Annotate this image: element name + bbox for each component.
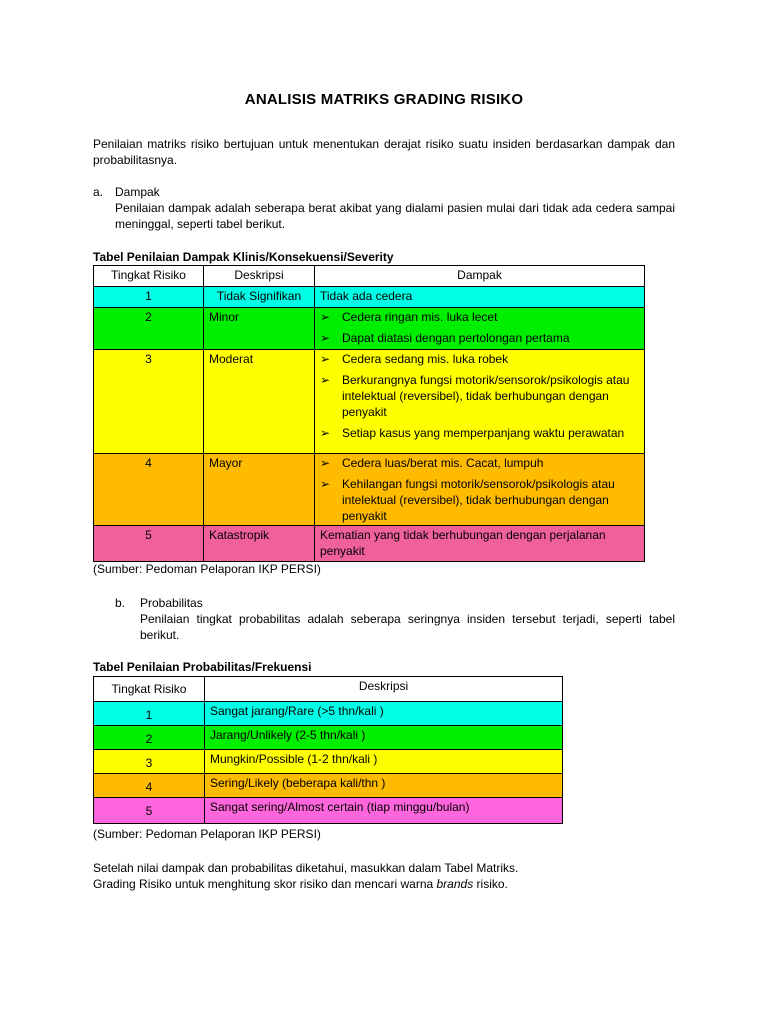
level-cell: 5 (94, 798, 205, 824)
impact-cell (315, 308, 645, 350)
list-item: ➢ Cedera ringan mis. luka lecet (320, 310, 498, 324)
description-cell: Tidak Signifikan (204, 287, 315, 308)
impact-cell: Tidak ada cedera (315, 287, 645, 308)
header-level: Tingkat Risiko (94, 266, 204, 287)
table-row (94, 798, 563, 824)
level-cell: 2 (94, 726, 205, 750)
description-cell: Katastropik (204, 526, 315, 562)
level-cell: 2 (94, 308, 204, 350)
arrow-bullet-icon: ➢ (320, 352, 331, 366)
header-description: Deskripsi (204, 266, 315, 287)
table-row (94, 702, 563, 726)
description-cell: Moderat (204, 350, 315, 454)
probability-table (93, 676, 563, 824)
closing-line-2: Grading Risiko untuk menghitung skor risiko dan mencari warna brands risiko. (93, 877, 508, 891)
table-row (94, 750, 563, 774)
impact-table (93, 265, 645, 562)
section-b-heading: Probabilitas (140, 596, 203, 610)
list-item: ➢ Cedera luas/berat mis. Cacat, lumpuh (320, 456, 544, 470)
list-item: ➢ Dapat diatasi dengan pertolongan pertama (320, 331, 570, 345)
list-item: ➢ Cedera sedang mis. luka robek (320, 352, 509, 366)
section-a-heading: Dampak (115, 185, 160, 199)
table1-source: (Sumber: Pedoman Pelaporan IKP PERSI) (93, 562, 321, 576)
table2-source: (Sumber: Pedoman Pelaporan IKP PERSI) (93, 827, 321, 841)
arrow-bullet-icon: ➢ (320, 331, 331, 345)
description-cell: Sangat sering/Almost certain (tiap minggu/bulan) (205, 798, 563, 824)
page-title: ANALISIS MATRIKS GRADING RISIKO (244, 91, 524, 108)
list-item: ➢ Kehilangan fungsi motorik/sensorok/psikologis atau intelektual (reversibel), tidak berhubungan dengan penyakit (320, 477, 615, 523)
section-a-label: a. (93, 185, 104, 199)
table-row (94, 726, 563, 750)
arrow-bullet-icon: ➢ (320, 456, 331, 470)
description-cell: Sering/Likely (beberapa kali/thn ) (205, 774, 563, 798)
description-cell: Sangat jarang/Rare (>5 thn/kali ) (205, 702, 563, 726)
table-row (94, 308, 645, 350)
section-a-text: Penilaian dampak adalah seberapa berat akibat yang dialami pasien mulai dari tidak ada cedera sampai meninggal, seperti tabel berikut. (115, 201, 675, 231)
level-cell: 1 (94, 287, 204, 308)
level-cell: 1 (94, 702, 205, 726)
table-row (94, 287, 645, 308)
impact-cell: Kematian yang tidak berhubungan dengan perjalanan penyakit (315, 526, 645, 562)
description-cell: Mayor (204, 454, 315, 526)
header-description: Deskripsi (205, 677, 563, 702)
level-cell: 3 (94, 350, 204, 454)
arrow-bullet-icon: ➢ (320, 373, 331, 387)
arrow-bullet-icon: ➢ (320, 426, 331, 440)
list-item: ➢ Berkurangnya fungsi motorik/sensorok/psikologis atau intelektual (reversibel), tidak berhubungan dengan penyakit (320, 373, 630, 419)
closing-line-1: Setelah nilai dampak dan probabilitas diketahui, masukkan dalam Tabel Matriks. (93, 861, 519, 875)
section-b-text: Penilaian tingkat probabilitas adalah seberapa seringnya insiden tersebut terjadi, seperti tabel berikut. (140, 612, 675, 642)
arrow-bullet-icon: ➢ (320, 477, 331, 491)
level-cell: 4 (94, 774, 205, 798)
table-row (94, 454, 645, 526)
level-cell: 3 (94, 750, 205, 774)
list-item: ➢ Setiap kasus yang memperpanjang waktu perawatan (320, 426, 625, 440)
level-cell: 5 (94, 526, 204, 562)
probability-table-header (94, 677, 563, 702)
table-row (94, 350, 645, 454)
impact-table-header (94, 266, 645, 287)
table-row (94, 526, 645, 562)
header-level: Tingkat Risiko (94, 677, 205, 702)
table2-caption: Tabel Penilaian Probabilitas/Frekuensi (93, 660, 312, 674)
description-cell: Jarang/Unlikely (2-5 thn/kali ) (205, 726, 563, 750)
header-impact: Dampak (315, 266, 645, 287)
intro-paragraph: Penilaian matriks risiko bertujuan untuk menentukan derajat risiko suatu insiden berdasarkan dampak dan probabilitasnya. (93, 137, 675, 167)
section-b-label: b. (115, 596, 126, 610)
table-row (94, 774, 563, 798)
impact-cell (315, 350, 645, 454)
description-cell: Mungkin/Possible (1-2 thn/kali ) (205, 750, 563, 774)
impact-cell (315, 454, 645, 526)
description-cell: Minor (204, 308, 315, 350)
table1-caption: Tabel Penilaian Dampak Klinis/Konsekuensi/Severity (93, 250, 394, 264)
level-cell: 4 (94, 454, 204, 526)
arrow-bullet-icon: ➢ (320, 310, 331, 324)
